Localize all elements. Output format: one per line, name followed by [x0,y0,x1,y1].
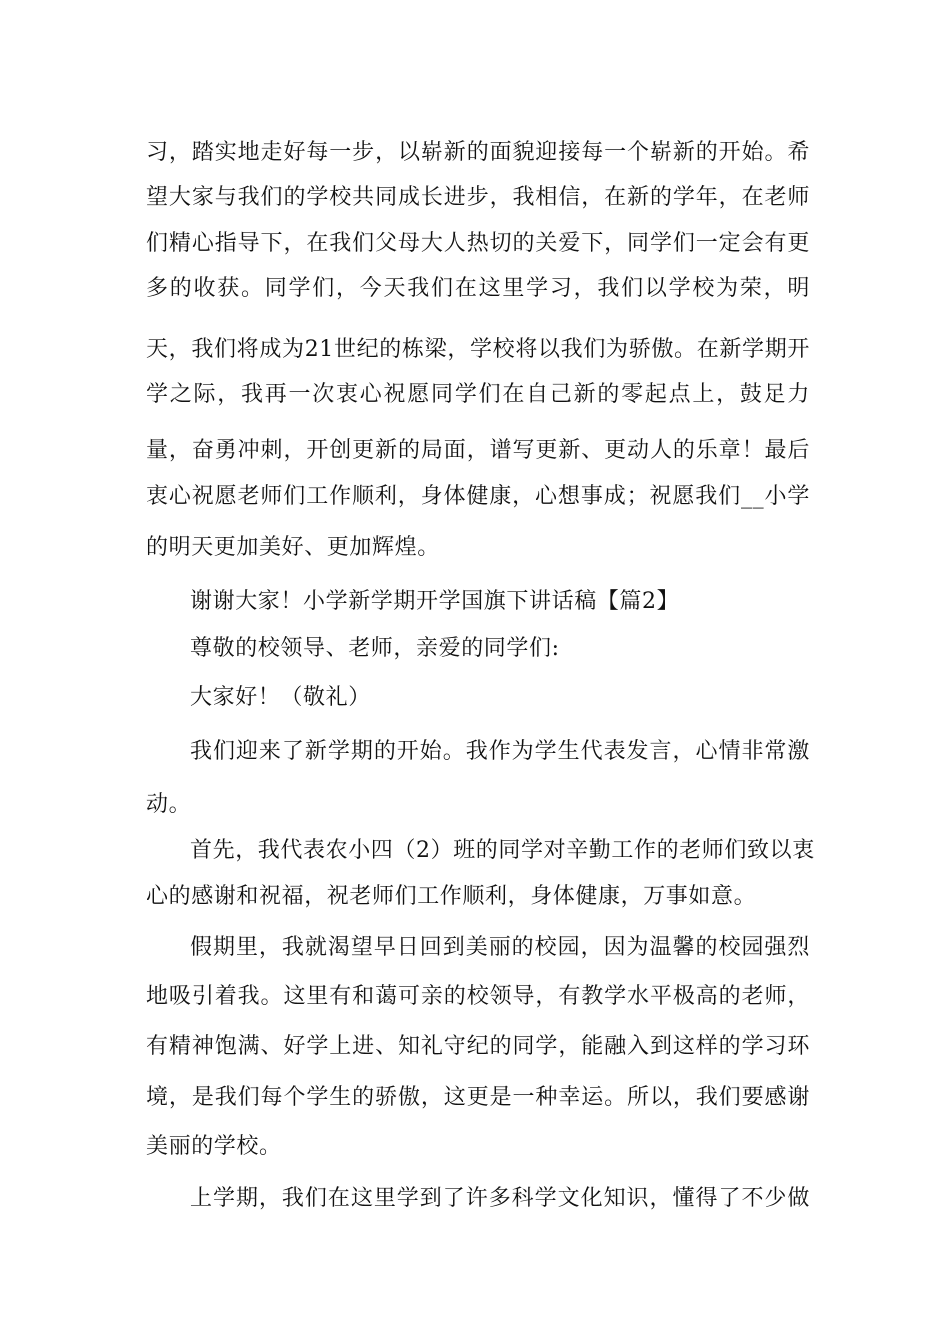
text-line: 境，是我们每个学生的骄傲，这更是一种幸运。所以，我们要感谢 [146,1085,810,1110]
text-line: 的明天更加美好、更加辉煌。 [146,535,440,560]
text-line: 心的感谢和祝福，祝老师们工作顺利，身体健康，万事如意。 [146,884,757,909]
text-line: 衷心祝愿老师们工作顺利，身体健康，心想事成；祝愿我们__小学 [146,484,810,509]
salutation: 尊敬的校领导、老师，亲爱的同学们: [190,636,560,661]
text-line: 假期里，我就渴望早日回到美丽的校园，因为温馨的校园强烈 [190,935,810,960]
text-line: 习，踏实地走好每一步，以崭新的面貌迎接每一个崭新的开始。希 [146,140,810,165]
greeting: 大家好！（敬礼） [190,685,371,710]
text-line: 学之际，我再一次衷心祝愿同学们在自己新的零起点上，鼓足力 [146,382,810,407]
text-line: 地吸引着我。这里有和蔼可亲的校领导，有教学水平极高的老师， [146,984,810,1009]
text-line: 多的收获。同学们，今天我们在这里学习，我们以学校为荣，明 [146,276,810,301]
text-line: 美丽的学校。 [146,1134,282,1159]
text-line: 量，奋勇冲刺，开创更新的局面，谱写更新、更动人的乐章！最后 [146,438,810,463]
text-line: 有精神饱满、好学上进、知礼守纪的同学，能融入到这样的学习环 [146,1034,810,1059]
text-line: 首先，我代表农小四（2）班的同学对辛勤工作的老师们致以衷 [190,838,815,863]
text-line: 动。 [146,792,192,817]
text-line: 们精心指导下，在我们父母大人热切的关爱下，同学们一定会有更 [146,231,810,256]
text-line: 望大家与我们的学校共同成长进步，我相信，在新的学年，在老师 [146,185,810,210]
text-line: 天，我们将成为21世纪的栋梁，学校将以我们为骄傲。在新学期开 [146,337,810,362]
text-line: 上学期，我们在这里学到了许多科学文化知识，懂得了不少做 [190,1186,810,1211]
text-line: 我们迎来了新学期的开始。我作为学生代表发言，心情非常激 [190,739,810,764]
section-heading: 谢谢大家！小学新学期开学国旗下讲话稿【篇2】 [190,589,680,614]
